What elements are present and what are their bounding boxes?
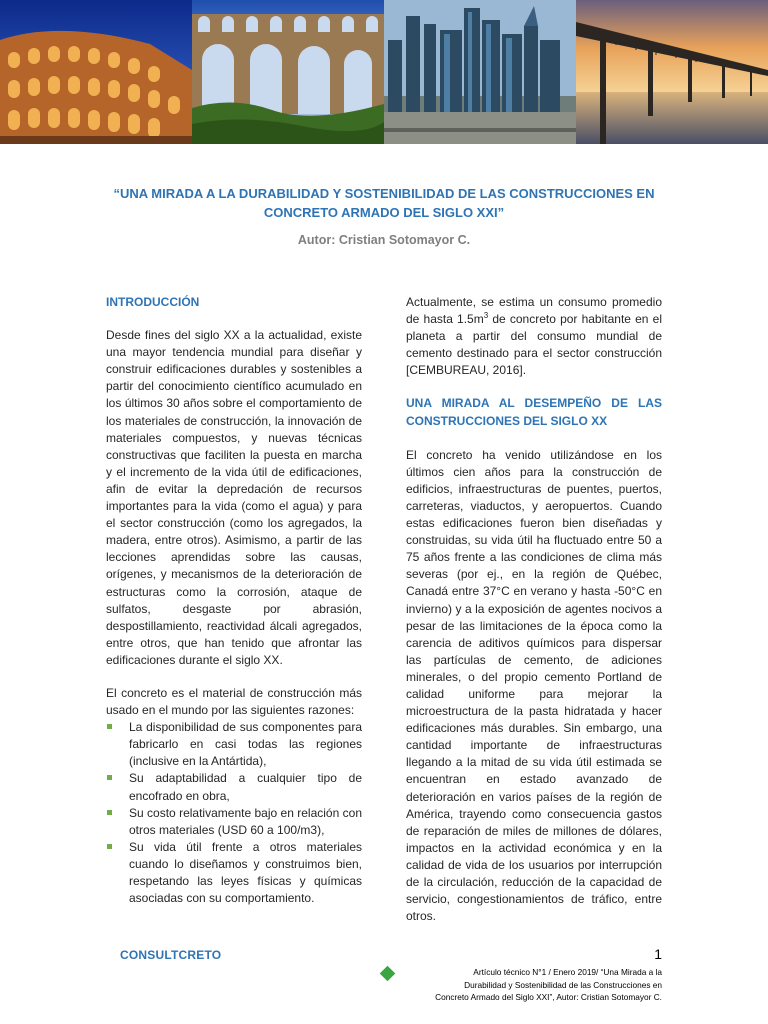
city-skyline-image xyxy=(384,0,576,144)
concrete-reasons-intro: El concreto es el material de construcción más usado en el mundo por las siguientes razones: xyxy=(106,685,362,718)
list-item: Su adaptabilidad a cualquier tipo de encofrado en obra, xyxy=(106,770,362,804)
bridge-sunset-image xyxy=(576,0,768,144)
list-item: Su costo relativamente bajo en relación con otros materiales (USD 60 a 100/m3), xyxy=(106,805,362,839)
right-column xyxy=(406,294,662,925)
introduction-paragraph: Desde fines del siglo XX a la actualidad, existe una mayor tendencia mundial para diseñar y construir edificaciones durables y sostenibles a partir del conocimiento científico acumulado en los últimos 30 años sobre el comportamiento de los materiales de construcción, la innovación de materiales compuestos, y nuevas técnicas constructivas que faciliten la puesta en marcha y el incremento de la vida útil de edificaciones, afin de evitar la depredación de recursos importantes para la vida (como el agua) y para el sector construcción (como los agregados, la madera, entre otros). Asimismo, a partir de las lecciones aprendidas sobre las causas, orígenes, y mecanismos de la deterioración de estructuras como la corrosión, ataque de sulfatos, desgaste por abrasión, despostillamiento, reactividad álcali agregados, entre otros, que han tenido que afrontar las edificaciones durante el siglo XX. xyxy=(106,328,362,667)
bullet-square-icon xyxy=(107,724,112,729)
article-author: Autor: Cristian Sotomayor C. xyxy=(297,233,471,247)
footer-citation: Artículo técnico N°1 / Enero 2019/ “Una Mirada a la Durabilidad y Sostenibilidad de las Construcciones en Concreto Armado del Siglo XXI”, Autor: Cristian Sotomayor C. xyxy=(435,967,662,1002)
reasons-list xyxy=(106,719,362,907)
bullet-square-icon xyxy=(107,775,112,780)
consumption-paragraph: Actualmente, se estima un consumo promedio de hasta $1.5m^3$ de concreto por habitante en el planeta a partir del consumo mundial de cemento destinado para el sector construcción [CEMBUREAU, 2016]. xyxy=(406,295,662,378)
introduction-heading: INTRODUCCIÓN xyxy=(106,295,200,309)
page-number: 1 xyxy=(654,946,662,962)
bullet-square-icon xyxy=(107,810,112,815)
green-diamond-icon xyxy=(380,966,396,982)
header-banner xyxy=(0,0,768,144)
article-title: “UNA MIRADA A LA DURABILIDAD Y SOSTENIBILIDAD DE LAS CONSTRUCCIONES EN CONCRETO ARMADO DEL SIGLO XXI” xyxy=(113,186,655,220)
aqueduct-image xyxy=(192,0,384,144)
performance-heading: UNA MIRADA AL DESEMPEÑO DE LAS CONSTRUCCIONES DEL SIGLO XX xyxy=(406,396,662,428)
colosseum-image xyxy=(0,0,192,144)
bullet-square-icon xyxy=(107,844,112,849)
performance-paragraph: El concreto ha venido utilizándose en los últimos cien años para la construcción de edificios, infraestructuras de puentes, puertos, carreteras, viaductos, y aeropuertos. Cuando estas edificaciones fueron bien diseñadas y construidas, su vida útil ha fluctuado entre 50 a 75 años frente a las condiciones de clima más severas (por ej., en la región de Québec, Canadá entre 37°C en verano y hasta -50°C en invierno) y a la exposición de agentes nocivos a pesar de las limitaciones de la época como la carencia de aditivos químicos para dispersar las partículas de cemento, de adiciones minerales, o del propio cemento Portland de calidad uniforme para mejorar la microestructura de la pasta hidratada y hacer edificaciones más durables. Sin embargo, una cantidad importante de infraestructuras llegando a la mitad de su vida útil estimada se encuentran en estado avanzado de deterioración en varios países de la región de América, trayendo como consecuencia gastos de reparación de miles de millones de dólares, impactos en la actividad económica y en la calidad de vida de los usuarios por interrupción de la circulación, reducción de la capacidad de servicio, congestionamientos de tráfico, entre otros. xyxy=(406,447,662,924)
list-item: Su vida útil frente a otros materiales cuando lo diseñamos y construimos bien, respetando las leyes físicas y químicas asociadas con su comportamiento. xyxy=(106,839,362,907)
list-item: La disponibilidad de sus componentes para fabricarlo en casi todas las regiones (inclusive en la Antártida), xyxy=(106,719,362,770)
left-column xyxy=(106,294,362,907)
footer-brand: CONSULTCRETO xyxy=(120,948,222,962)
